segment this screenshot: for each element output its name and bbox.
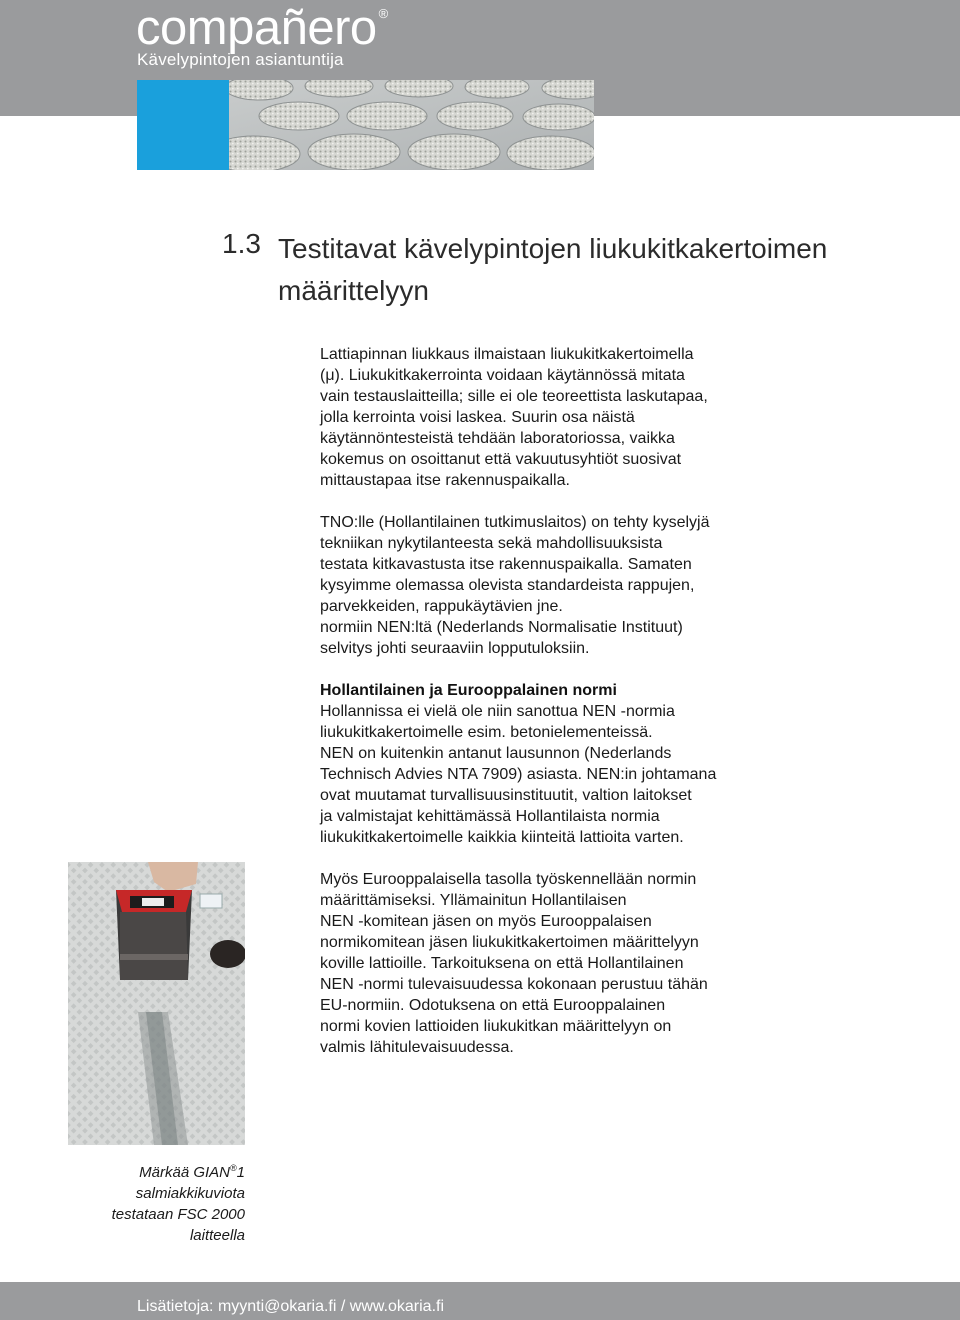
slip-test-photo bbox=[68, 862, 245, 1145]
text-line: normiin NEN:ltä (Nederlands Normalisatie Instituut) bbox=[320, 619, 683, 636]
text-line: TNO:lle (Hollantilainen tutkimuslaitos) on tehty kyselyjä bbox=[320, 514, 710, 531]
paragraph-dutch-norm bbox=[320, 701, 780, 848]
text-line: testata kitkavastusta itse rakennuspaikalla. Samaten bbox=[320, 556, 692, 573]
text-line: normikomitean jäsen liukukitkakertoimen määrittelyyn bbox=[320, 934, 699, 951]
tile-pattern-graphic bbox=[229, 80, 594, 170]
paragraph-european-norm bbox=[320, 869, 780, 1058]
text-line: Lattiapinnan liukkaus ilmaistaan liukukitkakertoimella bbox=[320, 346, 694, 363]
text-line: valmis lähitulevaisuudessa. bbox=[320, 1039, 514, 1056]
registered-mark: ® bbox=[230, 1163, 237, 1173]
caption-line: salmiakkikuviota bbox=[135, 1185, 245, 1202]
page-title bbox=[278, 228, 918, 312]
title-line: Testitavat kävelypintojen liukukitkakertoimen bbox=[278, 233, 828, 264]
text-line: Myös Eurooppalaisella tasolla työskennellään normin bbox=[320, 871, 697, 888]
text-line: vain testauslaitteilla; sille ei ole teoreettista laskutapaa, bbox=[320, 388, 708, 405]
text-line: ja valmistajat kehittämässä Hollantilaista normia bbox=[320, 808, 660, 825]
section-number: 1.3 bbox=[222, 228, 261, 259]
text-line: jolla kerrointa voisi laskea. Suurin osa näistä bbox=[320, 409, 635, 426]
text-line: liukukitkakertoimelle esim. betonielementeissä. bbox=[320, 724, 653, 741]
text-line: mittaustapaa itse rakennuspaikalla. bbox=[320, 472, 570, 489]
photo-caption bbox=[60, 1162, 245, 1246]
caption-line: laitteella bbox=[189, 1227, 245, 1244]
text-line: NEN on kuitenkin antanut lausunnon (Nederlands bbox=[320, 745, 672, 762]
text-line: määrittämiseksi. Yllämainitun Hollantilaisen bbox=[320, 892, 627, 909]
section-heading: Hollantilainen ja Eurooppalainen normi bbox=[320, 682, 617, 699]
text-line: parvekkeiden, rappukäytävien jne. bbox=[320, 598, 563, 615]
text-line: kysyimme olemassa olevista standardeista rappujen, bbox=[320, 577, 695, 594]
text-line: liukukitkakertoimelle kaikkia kiinteitä lattioita varten. bbox=[320, 829, 684, 846]
brand-name: compañero bbox=[136, 1, 377, 55]
brand-tagline: Kävelypintojen asiantuntija bbox=[137, 50, 344, 69]
caption-text: 1 bbox=[236, 1164, 245, 1181]
footer-contact: Lisätietoja: myynti@okaria.fi / www.okaria.fi bbox=[137, 1298, 445, 1315]
paragraph-intro bbox=[320, 344, 780, 491]
test-device-graphic bbox=[68, 862, 245, 1145]
caption-text: Märkää GIAN bbox=[139, 1164, 231, 1181]
rubber-tile-photo bbox=[229, 80, 594, 170]
text-line: selvitys johti seuraaviin lopputuloksiin. bbox=[320, 640, 590, 657]
text-line: käytännöntesteistä tehdään laboratoriossa, vaikka bbox=[320, 430, 675, 447]
text-line: (μ). Liukukitkakerrointa voidaan käytännössä mitata bbox=[320, 367, 685, 384]
title-line: määrittelyyn bbox=[278, 275, 429, 306]
caption-line bbox=[60, 1162, 245, 1183]
text-line: ovat muutamat turvallisuusinstituutit, valtion laitokset bbox=[320, 787, 692, 804]
accent-block bbox=[137, 80, 229, 170]
text-line: kokemus on osoittanut että vakuutusyhtiöt suosivat bbox=[320, 451, 682, 468]
text-line: Hollannissa ei vielä ole niin sanottua NEN -normia bbox=[320, 703, 675, 720]
registered-mark: ® bbox=[378, 6, 388, 21]
paragraph-tno bbox=[320, 512, 780, 659]
caption-line: testataan FSC 2000 bbox=[111, 1206, 245, 1223]
text-line: Technisch Advies NTA 7909) asiasta. NEN:in johtamana bbox=[320, 766, 717, 783]
text-line: NEN -normi tulevaisuudessa kokonaan perustuu tähän bbox=[320, 976, 708, 993]
text-line: tekniikan nykytilanteesta sekä mahdollisuuksista bbox=[320, 535, 663, 552]
text-line: normi kovien lattioiden liukukitkan määrittelyyn on bbox=[320, 1018, 672, 1035]
text-line: koville lattioille. Tarkoituksena on että Hollantilainen bbox=[320, 955, 684, 972]
text-line: EU-normiin. Odotuksena on että Eurooppalainen bbox=[320, 997, 666, 1014]
text-line: NEN -komitean jäsen on myös Eurooppalaisen bbox=[320, 913, 652, 930]
